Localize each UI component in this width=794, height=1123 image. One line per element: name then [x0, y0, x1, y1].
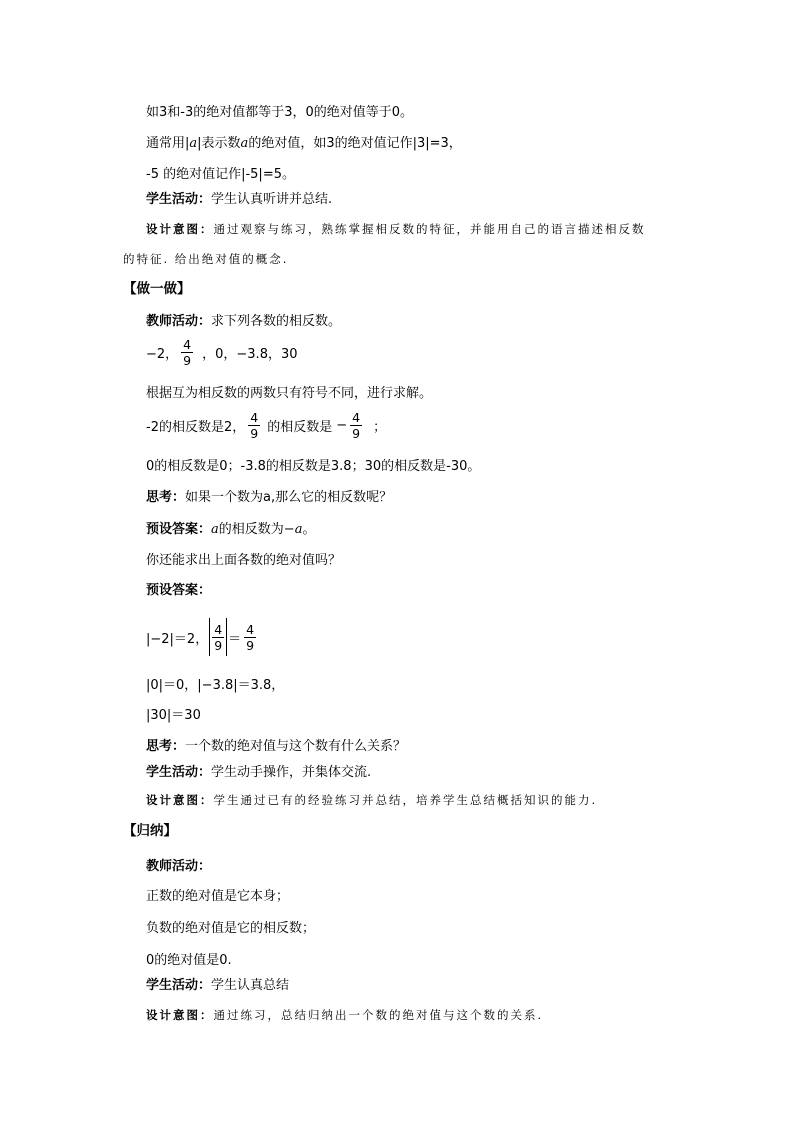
student-activity-2: [146, 764, 371, 782]
teacher-activity-2-label: 教师活动：: [146, 859, 212, 874]
text: 学生认真总结: [211, 978, 290, 993]
denominator: 9: [214, 637, 223, 653]
label: 学生活动：: [146, 192, 212, 207]
label: 学生活动：: [146, 765, 212, 780]
answer-opposites-2: 0的相反数是0；-3.8的相反数是3.8；30的相反数是-30。: [146, 459, 481, 474]
text: 的相反数是: [267, 420, 333, 435]
design-intent-2: [146, 791, 676, 809]
label: 设计意图：: [146, 793, 214, 807]
denominator: 9: [246, 637, 255, 653]
label: 设计意图：: [146, 1008, 214, 1022]
text: 。: [302, 522, 316, 537]
fraction: [248, 410, 260, 441]
rule-positive: 正数的绝对值是它本身；: [146, 889, 290, 904]
denominator: 9: [183, 353, 192, 368]
label: 思考：: [146, 739, 186, 754]
text: 的绝对值，如3的绝对值记作|3|=3，: [248, 136, 462, 151]
student-activity-3: [146, 977, 289, 995]
fraction: [350, 410, 362, 441]
fraction: [244, 622, 256, 653]
rule-zero: 0的绝对值是0.: [146, 953, 232, 968]
text: |−2|＝2，: [146, 631, 209, 647]
numerator: 4: [246, 621, 255, 637]
minus-sign: −: [336, 418, 348, 433]
preset-answer-1: [146, 521, 315, 539]
paragraph-abs-example: 如3和-3的绝对值都等于3，0的绝对值等于0。: [146, 105, 414, 120]
text: 学生认真听讲并总结.: [211, 192, 333, 207]
number-list: [146, 337, 298, 368]
abs-values-3: |30|＝30: [146, 708, 201, 723]
text: −2，: [146, 347, 179, 362]
think-1: [146, 489, 392, 507]
label: 学生活动：: [146, 978, 212, 993]
variable-a: a: [240, 136, 249, 151]
section-heading-summary: 【归纳】: [123, 823, 177, 839]
text: 通过练习，总结归纳出一个数的绝对值与这个数的关系.: [213, 1008, 544, 1022]
text: ；: [373, 420, 387, 435]
variable-a: a: [189, 136, 198, 151]
denominator: 9: [352, 426, 361, 441]
equals-sign: ＝: [228, 631, 242, 647]
design-intent-1-cont: 的特征. 给出绝对值的概念.: [123, 252, 289, 266]
numerator: 4: [214, 621, 223, 637]
text: 学生通过已有的经验练习并总结，培养学生总结概括知识的能力.: [213, 793, 598, 807]
numerator: 4: [352, 410, 361, 425]
paragraph-abs-notation: [146, 135, 462, 153]
text: 通常用|: [146, 136, 190, 151]
label: 预设答案：: [146, 522, 212, 537]
text: |表示数: [197, 136, 241, 151]
text: 求下列各数的相反数。: [211, 314, 342, 329]
paragraph-abs-neg5: -5 的绝对值记作|-5|=5。: [146, 167, 295, 182]
fraction: [181, 337, 193, 368]
fraction: [212, 622, 224, 653]
text: 的相反数为: [218, 522, 284, 537]
paragraph-rule: 根据互为相反数的两数只有符号不同，进行求解。: [146, 386, 433, 401]
preset-answer-2-label: 预设答案：: [146, 583, 212, 598]
text: -2的相反数是2，: [146, 420, 246, 435]
abs-bar-left: [209, 618, 210, 656]
text: 学生动手操作，并集体交流.: [211, 765, 372, 780]
neg-a: −a: [283, 522, 303, 537]
numerator: 4: [250, 410, 259, 425]
think-2: [146, 738, 406, 756]
text: 通过观察与练习，熟练掌握相反数的特征，并能用自己的语言描述相反数: [213, 222, 646, 236]
label: 思考：: [146, 490, 186, 505]
design-intent-3: [146, 1006, 676, 1024]
design-intent-1: [146, 220, 676, 238]
teacher-activity-1: [146, 313, 341, 331]
denominator: 9: [250, 426, 259, 441]
label: 设计意图：: [146, 222, 214, 236]
paragraph-abs-question: 你还能求出上面各数的绝对值吗？: [146, 553, 342, 568]
numerator: 4: [183, 337, 192, 352]
section-heading-do-it: 【做一做】: [123, 281, 191, 297]
text: 如果一个数为a,那么它的相反数呢？: [185, 490, 393, 505]
variable-a: a: [211, 522, 219, 537]
text: 一个数的绝对值与这个数有什么关系？: [185, 739, 407, 754]
abs-bar-right: [226, 618, 227, 656]
abs-values-2: |0|＝0，|−3.8|＝3.8，: [146, 678, 285, 693]
abs-values-1: [146, 618, 259, 656]
label: 教师活动：: [146, 314, 212, 329]
answer-opposites-1: [146, 410, 386, 441]
text: ，0，−3.8，30: [202, 347, 298, 362]
rule-negative: 负数的绝对值是它的相反数；: [146, 921, 316, 936]
student-activity-1: [146, 191, 332, 209]
